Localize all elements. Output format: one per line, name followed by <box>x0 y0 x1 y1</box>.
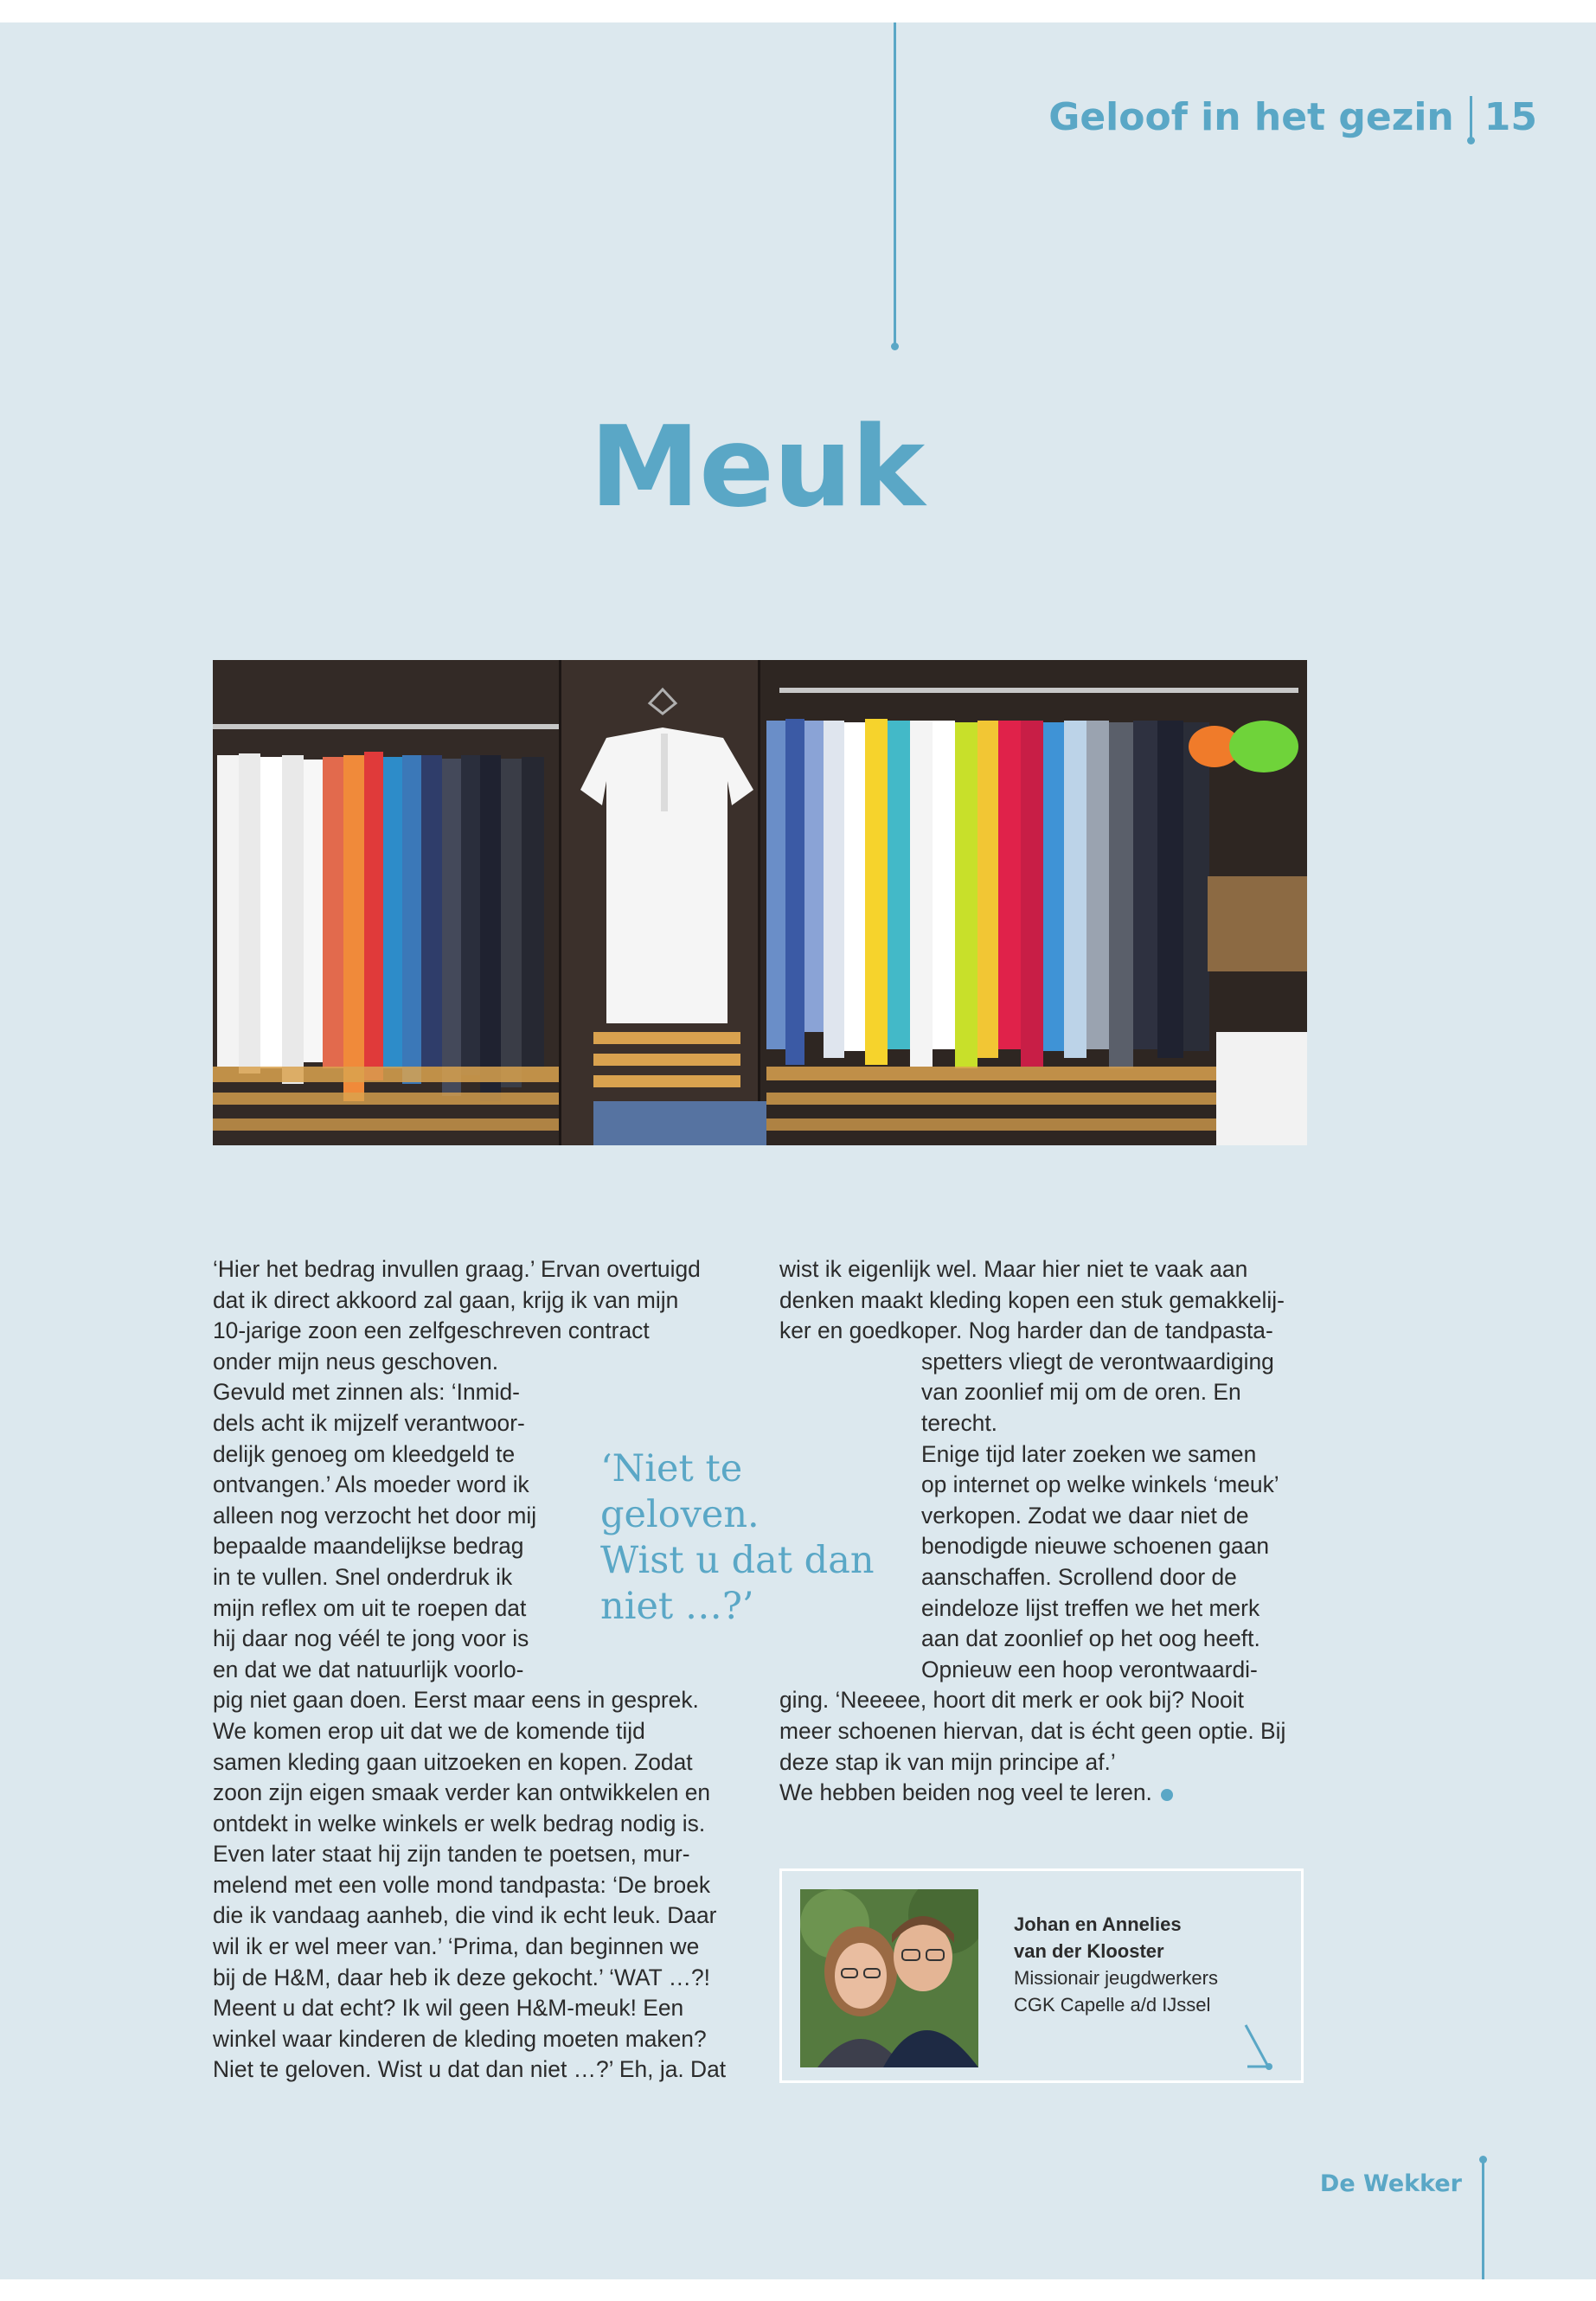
text-line: deze stap ik van mijn principe af.’ <box>779 1748 1116 1775</box>
text-line: Even later staat hij zijn tanden te poetsen, mur- <box>213 1841 690 1868</box>
author-photo <box>800 1889 978 2067</box>
text-line: ging. ‘Neeeee, hoort dit merk er ook bij? Nooit <box>779 1687 1244 1714</box>
text-line: eindeloze lijst treffen we het merk <box>921 1594 1260 1621</box>
text-line: en dat we dat natuurlijk voorlo- <box>213 1656 524 1682</box>
text-line: We komen erop uit dat we de komende tijd <box>213 1717 645 1744</box>
end-mark-dot <box>1161 1789 1173 1801</box>
author-role: Missionair jeugdwerkers <box>1014 1967 1218 1989</box>
text-line: bepaalde maandelijkse bedrag <box>213 1533 524 1560</box>
bottom-rule-dot <box>1479 2156 1487 2163</box>
text-line: pig niet gaan doen. Eerst maar eens in gesprek. <box>213 1687 699 1714</box>
text-line: winkel waar kinderen de kleding moeten maken? <box>213 2025 707 2052</box>
text-line: Niet te geloven. Wist u dat dan niet …?’ Eh, ja. Dat <box>213 2056 727 2083</box>
text-line: ontvangen.’ Als moeder word ik <box>213 1471 529 1498</box>
text-line: aanschaffen. Scrollend door de <box>921 1563 1237 1590</box>
text-line: benodigde nieuwe schoenen gaan <box>921 1533 1270 1560</box>
text-line-last <box>779 1778 1307 1809</box>
text-line: denken maakt kleding kopen een stuk gemakkelij- <box>779 1286 1285 1313</box>
text-line: wil ik er wel meer van.’ ‘Prima, dan beginnen we <box>213 1933 700 1960</box>
top-vertical-rule <box>894 22 896 347</box>
text-line: delijk genoeg om kleedgeld te <box>213 1440 516 1467</box>
text-line: onder mijn neus geschoven. <box>213 1348 499 1375</box>
text-line: die ik vandaag aanheb, die vind ik echt leuk. Daar <box>213 1902 717 1929</box>
clothes-rack-photo <box>213 660 1307 1145</box>
page-number: 15 <box>1484 95 1537 139</box>
pull-quote-line: geloven. <box>600 1493 760 1536</box>
header-separator <box>1470 96 1472 139</box>
footer-brand: De Wekker <box>1319 2170 1462 2197</box>
magazine-page <box>0 22 1596 2279</box>
pull-quote-line: Wist u dat dan <box>600 1539 875 1582</box>
section-title: Geloof in het gezin <box>1048 95 1454 139</box>
author-name-line2: van der Klooster <box>1014 1940 1164 1962</box>
text-line: verkopen. Zodat we daar niet de <box>921 1502 1249 1529</box>
text-line: samen kleding gaan uitzoeken en kopen. Zodat <box>213 1748 693 1775</box>
text-line: ontdekt in welke winkels er welk bedrag nodig is. <box>213 1810 706 1836</box>
text-line: Meent u dat echt? Ik wil geen H&M-meuk! Een <box>213 1995 684 2022</box>
author-box <box>779 1868 1304 2083</box>
bottom-vertical-rule <box>1482 2159 1484 2279</box>
text-line: van zoonlief mij om de oren. En <box>921 1379 1241 1406</box>
text-line: ker en goedkoper. Nog harder dan de tandpasta- <box>779 1317 1273 1344</box>
text-line: op internet op welke winkels ‘meuk’ <box>921 1471 1279 1498</box>
text-line: wist ik eigenlijk wel. Maar hier niet te vaak aan <box>779 1256 1248 1282</box>
text-line: alleen nog verzocht het door mij <box>213 1502 537 1529</box>
pull-quote-line: ‘Niet te <box>600 1447 743 1490</box>
corner-flourish-icon <box>1242 2023 1277 2075</box>
text-line: in te vullen. Snel onderdruk ik <box>213 1563 513 1590</box>
text-line: dels acht ik mijzelf verantwoor- <box>213 1409 525 1436</box>
article-title: Meuk <box>589 403 925 532</box>
pull-quote-line: niet …?’ <box>600 1585 754 1628</box>
text-line: terecht. <box>921 1409 998 1436</box>
text-line: Gevuld met zinnen als: ‘Inmid- <box>213 1379 520 1406</box>
text-line: 10-jarige zoon een zelfgeschreven contract <box>213 1317 650 1344</box>
text-line: spetters vliegt de verontwaardiging <box>921 1348 1274 1375</box>
author-church: CGK Capelle a/d IJssel <box>1014 1994 1211 2016</box>
top-rule-dot <box>891 343 899 350</box>
right-column-text <box>779 1254 1307 1809</box>
text-line: aan dat zoonlief op het oog heeft. <box>921 1625 1260 1652</box>
final-sentence: We hebben beiden nog veel te leren. <box>779 1779 1152 1806</box>
text-line: bij de H&M, daar heb ik deze gekocht.’ ‘WAT …?! <box>213 1964 710 1990</box>
running-header <box>1048 95 1537 139</box>
author-name-line1: Johan en Annelies <box>1014 1913 1182 1935</box>
text-line: hij daar nog véél te jong voor is <box>213 1625 529 1652</box>
author-credit <box>1014 1911 1291 2018</box>
text-line: dat ik direct akkoord zal gaan, krijg ik van mijn <box>213 1286 679 1313</box>
text-line: ‘Hier het bedrag invullen graag.’ Ervan overtuigd <box>213 1256 701 1282</box>
left-column-text <box>213 1254 740 2086</box>
text-line: Opnieuw een hoop verontwaardi- <box>921 1656 1258 1682</box>
text-line: zoon zijn eigen smaak verder kan ontwikkelen en <box>213 1779 711 1806</box>
text-line: meer schoenen hiervan, dat is écht geen optie. Bij <box>779 1717 1286 1744</box>
text-line: mijn reflex om uit te roepen dat <box>213 1594 527 1621</box>
text-line: melend met een volle mond tandpasta: ‘De broek <box>213 1871 711 1898</box>
text-line: Enige tijd later zoeken we samen <box>921 1440 1257 1467</box>
